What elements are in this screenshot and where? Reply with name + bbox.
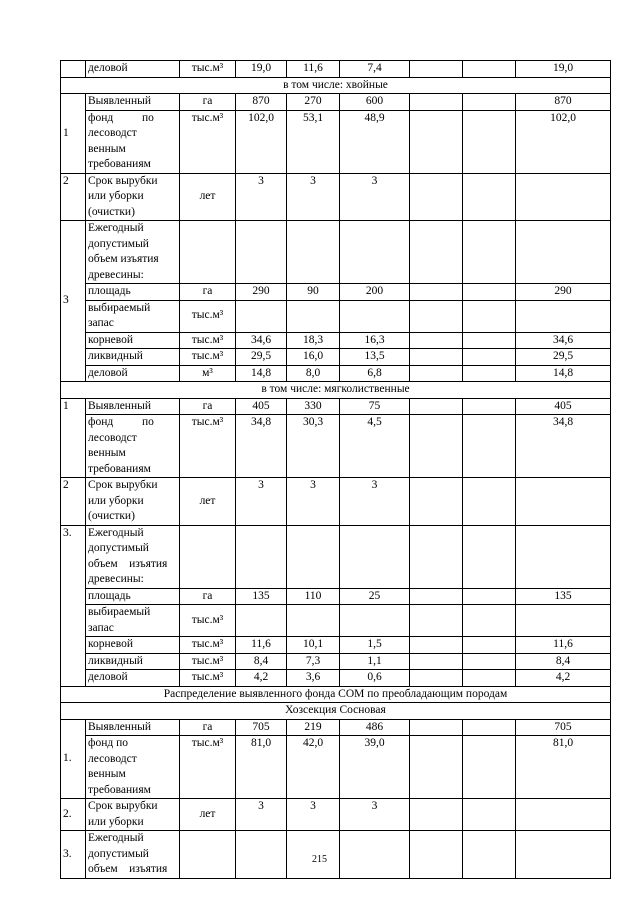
row-number: 1. bbox=[61, 719, 86, 799]
row-label bbox=[86, 525, 180, 588]
table-row bbox=[61, 478, 611, 526]
table-row bbox=[61, 525, 611, 588]
value-cell bbox=[516, 799, 611, 831]
value-cell bbox=[410, 637, 463, 654]
row-number: 2 bbox=[61, 173, 86, 221]
row-label-line: Срок вырубки bbox=[88, 479, 158, 491]
table-row bbox=[61, 605, 611, 637]
unit-cell: лет bbox=[180, 799, 236, 831]
value-cell: 39,0 bbox=[340, 736, 410, 799]
section-header-row bbox=[61, 77, 611, 94]
value-cell: 135 bbox=[516, 588, 611, 605]
value-cell: 90 bbox=[287, 284, 340, 301]
row-label-line: допустимый bbox=[88, 542, 149, 554]
row-label bbox=[86, 221, 180, 284]
value-cell bbox=[463, 415, 516, 478]
value-cell: 1,1 bbox=[340, 653, 410, 670]
row-label bbox=[86, 173, 180, 221]
row-label-line: требованиям bbox=[88, 462, 151, 475]
value-cell bbox=[410, 415, 463, 478]
value-cell bbox=[463, 670, 516, 687]
value-cell: 11,6 bbox=[287, 61, 340, 78]
table-row bbox=[61, 110, 611, 173]
row-label bbox=[86, 478, 180, 526]
row-label-line: лесоводст bbox=[88, 431, 137, 444]
value-cell bbox=[516, 221, 611, 284]
value-cell bbox=[410, 478, 463, 526]
row-label: деловой bbox=[86, 61, 180, 78]
value-cell bbox=[463, 653, 516, 670]
section-header-row bbox=[61, 382, 611, 399]
value-cell: 14,8 bbox=[516, 365, 611, 382]
value-cell bbox=[340, 221, 410, 284]
value-cell: 34,6 bbox=[236, 332, 287, 349]
value-cell bbox=[410, 61, 463, 78]
row-label bbox=[86, 300, 180, 332]
value-cell bbox=[463, 637, 516, 654]
value-cell: 16,3 bbox=[340, 332, 410, 349]
value-cell: 4,2 bbox=[236, 670, 287, 687]
unit-cell bbox=[180, 525, 236, 588]
section-header: в том числе: хвойные bbox=[61, 77, 611, 94]
unit-cell: тыс.м³ bbox=[180, 61, 236, 78]
value-cell bbox=[410, 525, 463, 588]
row-label-line: лесоводст bbox=[88, 127, 137, 139]
row-label-line: запас bbox=[88, 621, 114, 634]
value-cell: 4,2 bbox=[516, 670, 611, 687]
value-cell bbox=[463, 719, 516, 736]
table-row bbox=[61, 398, 611, 415]
value-cell: 81,0 bbox=[236, 736, 287, 799]
value-cell: 3 bbox=[340, 478, 410, 526]
value-cell: 81,0 bbox=[516, 736, 611, 799]
row-label: деловой bbox=[86, 670, 180, 687]
row-label-line: Ежегодный bbox=[88, 222, 144, 234]
value-cell: 870 bbox=[236, 94, 287, 111]
value-cell bbox=[463, 398, 516, 415]
value-cell: 8,0 bbox=[287, 365, 340, 382]
value-cell: 102,0 bbox=[236, 110, 287, 173]
row-label-line: требованиям bbox=[88, 158, 151, 170]
row-label-line: Ежегодный bbox=[88, 832, 144, 844]
table-row bbox=[61, 736, 611, 799]
row-label: ликвидный bbox=[86, 349, 180, 366]
row-label: Выявленный bbox=[86, 398, 180, 415]
value-cell: 0,6 bbox=[340, 670, 410, 687]
row-number: 3. bbox=[61, 831, 86, 879]
value-cell: 102,0 bbox=[516, 110, 611, 173]
value-cell: 3 bbox=[340, 173, 410, 221]
value-cell bbox=[463, 349, 516, 366]
row-number: 1 bbox=[61, 398, 86, 478]
value-cell bbox=[340, 605, 410, 637]
value-cell: 29,5 bbox=[516, 349, 611, 366]
row-label-line: Срок вырубки bbox=[88, 174, 158, 187]
value-cell bbox=[287, 221, 340, 284]
value-cell: 8,4 bbox=[516, 653, 611, 670]
value-cell: 18,3 bbox=[287, 332, 340, 349]
value-cell bbox=[463, 221, 516, 284]
unit-cell: га bbox=[180, 94, 236, 111]
value-cell bbox=[236, 525, 287, 588]
value-cell: 4,5 bbox=[340, 415, 410, 478]
row-label-line: (очистки) bbox=[88, 510, 135, 522]
unit-cell: га bbox=[180, 398, 236, 415]
table-row bbox=[61, 284, 611, 301]
section-header: Хозсекция Сосновая bbox=[61, 703, 611, 720]
value-cell bbox=[463, 588, 516, 605]
value-cell bbox=[516, 173, 611, 221]
row-label-line: фонд по bbox=[88, 416, 154, 428]
value-cell bbox=[410, 719, 463, 736]
row-label bbox=[86, 110, 180, 173]
value-cell bbox=[410, 284, 463, 301]
row-label-line: или уборки bbox=[88, 190, 144, 202]
value-cell: 6,8 bbox=[340, 365, 410, 382]
row-label: ликвидный bbox=[86, 653, 180, 670]
value-cell bbox=[410, 110, 463, 173]
value-cell bbox=[236, 605, 287, 637]
value-cell bbox=[516, 300, 611, 332]
value-cell: 3,6 bbox=[287, 670, 340, 687]
value-cell bbox=[410, 365, 463, 382]
value-cell: 53,1 bbox=[287, 110, 340, 173]
value-cell bbox=[463, 525, 516, 588]
value-cell: 219 bbox=[287, 719, 340, 736]
value-cell: 3 bbox=[236, 173, 287, 221]
row-label-line: объем изъятия bbox=[88, 863, 168, 875]
value-cell bbox=[410, 588, 463, 605]
row-label-line: древесины: bbox=[88, 573, 144, 585]
value-cell: 1,5 bbox=[340, 637, 410, 654]
page-number: 215 bbox=[312, 854, 327, 865]
row-label: Выявленный bbox=[86, 719, 180, 736]
value-cell: 8,4 bbox=[236, 653, 287, 670]
row-label-line: древесины: bbox=[88, 268, 144, 281]
unit-cell: га bbox=[180, 719, 236, 736]
row-label-line: Ежегодный bbox=[88, 526, 144, 539]
unit-cell: га bbox=[180, 284, 236, 301]
value-cell: 3 bbox=[287, 799, 340, 831]
value-cell: 42,0 bbox=[287, 736, 340, 799]
value-cell: 34,6 bbox=[516, 332, 611, 349]
row-label-line: объем изъятия bbox=[88, 253, 159, 265]
value-cell bbox=[516, 525, 611, 588]
value-cell bbox=[463, 94, 516, 111]
value-cell bbox=[410, 799, 463, 831]
value-cell bbox=[287, 605, 340, 637]
value-cell bbox=[410, 94, 463, 111]
value-cell bbox=[463, 478, 516, 526]
value-cell: 13,5 bbox=[340, 349, 410, 366]
row-label-line: Срок вырубки bbox=[88, 800, 158, 812]
row-number: 3. bbox=[61, 525, 86, 686]
unit-cell: тыс.м³ bbox=[180, 653, 236, 670]
unit-cell: лет bbox=[180, 173, 236, 221]
value-cell bbox=[410, 398, 463, 415]
unit-cell: тыс.м³ bbox=[180, 300, 236, 332]
unit-cell: тыс.м³ bbox=[180, 332, 236, 349]
value-cell: 29,5 bbox=[236, 349, 287, 366]
table-row bbox=[61, 637, 611, 654]
value-cell: 405 bbox=[236, 398, 287, 415]
forest-fund-table bbox=[60, 60, 611, 879]
row-label-line: выбираемый bbox=[88, 606, 151, 618]
row-number: 3 bbox=[61, 221, 86, 382]
unit-cell: тыс.м³ bbox=[180, 415, 236, 478]
row-label-line: лесоводст bbox=[88, 752, 137, 765]
row-label-line: венным bbox=[88, 768, 126, 780]
row-label-line: допустимый bbox=[88, 847, 149, 860]
value-cell: 330 bbox=[287, 398, 340, 415]
table-row bbox=[61, 94, 611, 111]
row-label-line: допустимый bbox=[88, 237, 149, 250]
row-label-line: венным bbox=[88, 447, 126, 459]
value-cell: 19,0 bbox=[236, 61, 287, 78]
row-number: 2 bbox=[61, 478, 86, 526]
row-label-line: фонд по bbox=[88, 737, 128, 749]
value-cell: 3 bbox=[236, 478, 287, 526]
value-cell: 600 bbox=[340, 94, 410, 111]
table-row bbox=[61, 415, 611, 478]
unit-cell: лет bbox=[180, 478, 236, 526]
value-cell: 11,6 bbox=[236, 637, 287, 654]
row-label-line: фонд по bbox=[88, 111, 154, 124]
row-label-line: объем изъятия bbox=[88, 557, 168, 570]
value-cell bbox=[410, 736, 463, 799]
value-cell bbox=[236, 300, 287, 332]
row-label-line: венным bbox=[88, 142, 126, 155]
unit-cell: тыс.м³ bbox=[180, 670, 236, 687]
unit-cell: тыс.м³ bbox=[180, 110, 236, 173]
value-cell: 16,0 bbox=[287, 349, 340, 366]
value-cell: 3 bbox=[287, 173, 340, 221]
value-cell: 34,8 bbox=[516, 415, 611, 478]
row-label bbox=[86, 605, 180, 637]
row-label-line: выбираемый bbox=[88, 301, 151, 314]
row-label: корневой bbox=[86, 332, 180, 349]
value-cell: 7,4 bbox=[340, 61, 410, 78]
row-label: корневой bbox=[86, 637, 180, 654]
unit-cell: тыс.м³ bbox=[180, 349, 236, 366]
value-cell: 7,3 bbox=[287, 653, 340, 670]
value-cell: 270 bbox=[287, 94, 340, 111]
row-label: Выявленный bbox=[86, 94, 180, 111]
table-row bbox=[61, 588, 611, 605]
section-header: Распределение выявленного фонда СОМ по преобладающим породам bbox=[61, 686, 611, 703]
value-cell: 290 bbox=[236, 284, 287, 301]
section-header-row bbox=[61, 703, 611, 720]
table-row bbox=[61, 719, 611, 736]
value-cell: 30,3 bbox=[287, 415, 340, 478]
table-row bbox=[61, 221, 611, 284]
row-label: площадь bbox=[86, 588, 180, 605]
value-cell: 870 bbox=[516, 94, 611, 111]
table-row bbox=[61, 349, 611, 366]
value-cell: 290 bbox=[516, 284, 611, 301]
value-cell bbox=[463, 736, 516, 799]
value-cell: 200 bbox=[340, 284, 410, 301]
value-cell: 3 bbox=[287, 478, 340, 526]
row-label-line: (очистки) bbox=[88, 205, 135, 218]
value-cell bbox=[287, 300, 340, 332]
row-label bbox=[86, 736, 180, 799]
row-label-line: требованиям bbox=[88, 783, 151, 796]
unit-cell: тыс.м³ bbox=[180, 637, 236, 654]
value-cell: 34,8 bbox=[236, 415, 287, 478]
value-cell: 486 bbox=[340, 719, 410, 736]
value-cell bbox=[463, 332, 516, 349]
row-label-line: или уборки bbox=[88, 815, 144, 828]
value-cell: 48,9 bbox=[340, 110, 410, 173]
value-cell: 19,0 bbox=[516, 61, 611, 78]
value-cell bbox=[410, 670, 463, 687]
table-row bbox=[61, 332, 611, 349]
value-cell: 25 bbox=[340, 588, 410, 605]
row-label: площадь bbox=[86, 284, 180, 301]
value-cell bbox=[463, 605, 516, 637]
section-header: в том числе: мягколиственные bbox=[61, 382, 611, 399]
table-row bbox=[61, 173, 611, 221]
value-cell bbox=[410, 173, 463, 221]
table-row bbox=[61, 300, 611, 332]
value-cell bbox=[516, 605, 611, 637]
row-number: 1 bbox=[61, 94, 86, 174]
value-cell bbox=[463, 110, 516, 173]
value-cell: 135 bbox=[236, 588, 287, 605]
value-cell: 705 bbox=[236, 719, 287, 736]
unit-cell: м³ bbox=[180, 365, 236, 382]
value-cell bbox=[410, 300, 463, 332]
value-cell bbox=[463, 799, 516, 831]
table-row bbox=[61, 365, 611, 382]
table-row bbox=[61, 670, 611, 687]
value-cell bbox=[463, 61, 516, 78]
value-cell bbox=[463, 173, 516, 221]
value-cell: 75 bbox=[340, 398, 410, 415]
value-cell bbox=[410, 605, 463, 637]
row-label bbox=[86, 799, 180, 831]
value-cell: 405 bbox=[516, 398, 611, 415]
row-label bbox=[86, 415, 180, 478]
row-label: деловой bbox=[86, 365, 180, 382]
row-number: 2. bbox=[61, 799, 86, 831]
value-cell: 3 bbox=[236, 799, 287, 831]
value-cell bbox=[340, 300, 410, 332]
table-row bbox=[61, 799, 611, 831]
value-cell bbox=[516, 478, 611, 526]
value-cell: 3 bbox=[340, 799, 410, 831]
unit-cell: тыс.м³ bbox=[180, 605, 236, 637]
row-number bbox=[61, 61, 86, 78]
value-cell bbox=[410, 221, 463, 284]
value-cell: 14,8 bbox=[236, 365, 287, 382]
unit-cell: га bbox=[180, 588, 236, 605]
value-cell bbox=[463, 300, 516, 332]
value-cell bbox=[410, 332, 463, 349]
row-label-line: или уборки bbox=[88, 494, 144, 507]
value-cell bbox=[410, 653, 463, 670]
row-label-line: запас bbox=[88, 317, 114, 329]
value-cell bbox=[410, 349, 463, 366]
value-cell: 10,1 bbox=[287, 637, 340, 654]
value-cell bbox=[340, 525, 410, 588]
section-header-row bbox=[61, 686, 611, 703]
unit-cell: тыс.м³ bbox=[180, 736, 236, 799]
value-cell: 705 bbox=[516, 719, 611, 736]
value-cell bbox=[463, 365, 516, 382]
value-cell bbox=[287, 525, 340, 588]
value-cell bbox=[236, 221, 287, 284]
value-cell bbox=[463, 284, 516, 301]
table-row bbox=[61, 653, 611, 670]
value-cell: 110 bbox=[287, 588, 340, 605]
table-row bbox=[61, 61, 611, 78]
value-cell: 11,6 bbox=[516, 637, 611, 654]
unit-cell bbox=[180, 221, 236, 284]
